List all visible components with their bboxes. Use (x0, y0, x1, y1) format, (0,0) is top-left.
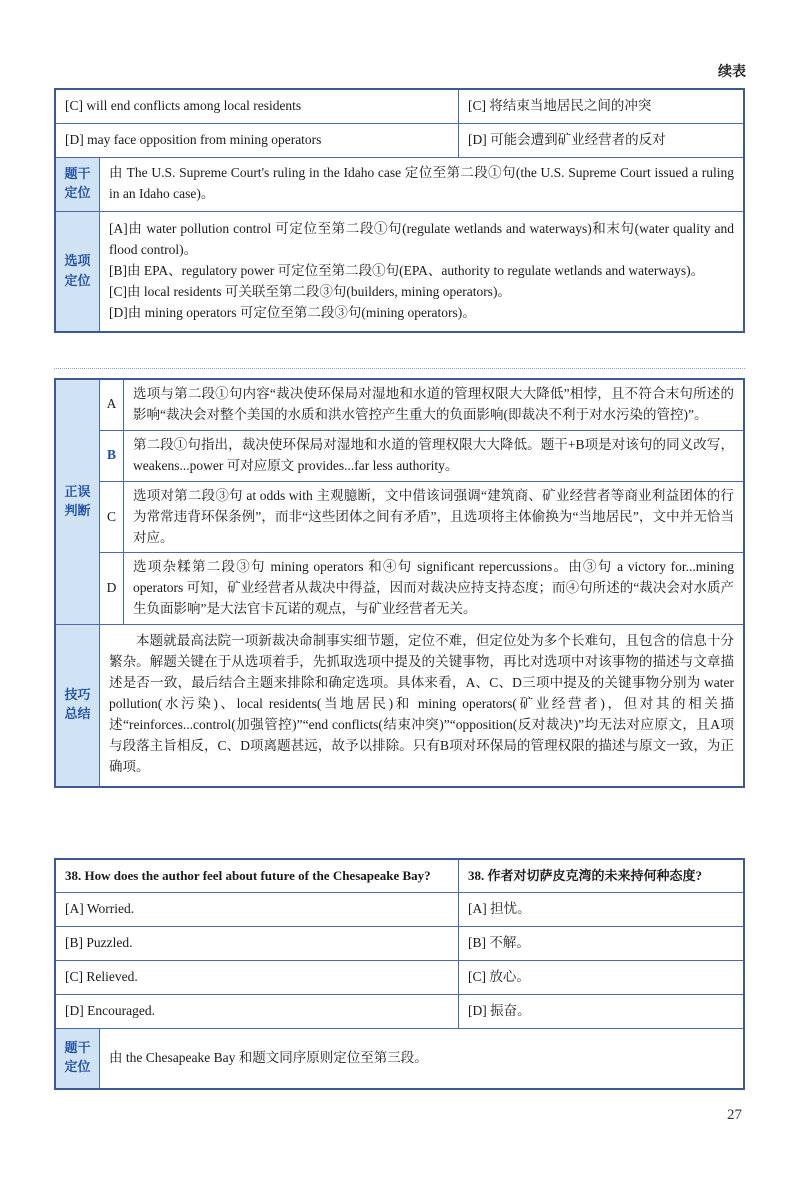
correct-option-letter: B (100, 431, 124, 481)
option-locate-line-c: [C]由 local residents 可关联至第二段③句(builders, mining operators)。 (109, 283, 511, 299)
option-letter: A (100, 380, 124, 430)
question-en: 38. How does the author feel about future of the Chesapeake Bay? (56, 860, 459, 892)
question-row (56, 860, 743, 892)
option-letter: C (100, 482, 124, 553)
option-zh: [A] 担忧。 (468, 901, 531, 917)
judgement-text: 选项杂糅第二段③句 mining operators 和④句 significant repercussions。由③句 a victory for...mining operators 可知，矿业经营者从裁决中得益，因而对裁决应持支持态度；而④句所述的“裁决会对水质产生负面影响”是大法官卡瓦诺的观点，与矿业经营者无关。 (133, 559, 734, 617)
option-locate-content (100, 212, 743, 332)
label-line: 定位 (64, 273, 91, 289)
option-row-c (56, 960, 743, 994)
option-locate-line-d: [D]由 mining operators 可定位至第二段③句(mining operators)。 (109, 304, 476, 320)
stem-locate-label (56, 1029, 100, 1088)
section-divider (54, 368, 745, 369)
option-en: [C] Relieved. (56, 961, 459, 994)
label-line: 技巧 (64, 687, 91, 703)
stem-locate-row (56, 157, 743, 211)
label-line: 总结 (64, 707, 91, 723)
option-en: [B] Puzzled. (56, 927, 459, 960)
option-en: [D] may face opposition from mining operators (56, 124, 459, 157)
label-line: 判断 (64, 504, 91, 520)
continued-table-label: 续表 (718, 64, 746, 80)
option-row-b (56, 926, 743, 960)
option-locate-row (56, 211, 743, 332)
judgement-item-c (100, 481, 743, 553)
summary-text: 本题就最高法院一项新裁决命制事实细节题，定位不难，但定位处为多个长难句，且包含的信息十分繁杂。解题关键在于从选项着手，先抓取选项中提及的关键事物，再比对选项中对该事物的描述与文章描述是否一致，最后结合主题来排除和确定选项。具体来看，A、C、D三项中提及的关键事物分别为 water pollution(水污染)、local residents(当地居民)和 mining operators(矿业经营者)，但对其的相关描述“reinforces...control(加强管控)”“end conflicts(结束冲突)”“opposition(反对裁决)”均无法对应原文，且A项与段落主旨相反，C、D项离题甚远，故予以排除。只有B项对环保局的管理权限的描述与原文一致，为正确项。 (109, 633, 734, 774)
page-number: 27 (727, 1107, 742, 1123)
option-en: [C] will end conflicts among local residents (56, 90, 459, 123)
judgement-row (56, 380, 743, 624)
stem-locate-label (56, 158, 100, 211)
stem-locate-row (56, 1028, 743, 1088)
option-row-d (56, 123, 743, 157)
stem-locate-text: 由 The U.S. Supreme Court's ruling in the Idaho case 定位至第二段①句(the U.S. Supreme Court issued a ruling in an Idaho case)。 (109, 164, 734, 201)
option-locate-line-a: [A]由 water pollution control 可定位至第二段①句(regulate wetlands and waterways)和末句(water quality and flood control)。 (109, 220, 734, 257)
question-38-table (54, 858, 745, 1090)
label-line: 题干 (64, 166, 91, 182)
option-en: [A] Worried. (56, 893, 459, 926)
judgement-item-d (100, 552, 743, 624)
option-zh: [B] 不解。 (468, 935, 530, 951)
analysis-table (54, 378, 745, 788)
label-line: 选项 (64, 254, 91, 270)
judgement-text: 选项与第二段①句内容“裁决使环保局对湿地和水道的管理权限大大降低”相悖，且不符合末句所述的影响“裁决会对整个美国的水质和洪水管控产生重大的负面影响(即裁决不利于对水污染的管控)”。 (133, 386, 734, 422)
summary-row (56, 624, 743, 785)
label-line: 正误 (64, 484, 91, 500)
judgement-text: 第二段①句指出，裁决使环保局对湿地和水道的管理权限大大降低。题干+B项是对该句的同义改写，weakens...power 可对应原文 provides...far less authority。 (133, 436, 734, 473)
option-zh: [D] 可能会遭到矿业经营者的反对 (468, 131, 666, 147)
judgement-label (56, 380, 100, 624)
option-locate-label (56, 212, 100, 332)
option-en: [D] Encouraged. (56, 995, 459, 1028)
judgement-item-b (100, 430, 743, 481)
option-zh: [D] 振奋。 (468, 1002, 531, 1018)
option-row-d (56, 994, 743, 1028)
question-37-table-continued (54, 88, 745, 333)
judgement-text: 选项对第二段③句 at odds with 主观臆断，文中借该词强调“建筑商、矿业经营者等商业利益团体的行为常常违背环保条例”，而非“这些团体之间有矛盾”，且选项将主体偷换为“当地居民”，文中并无恰当对应。 (133, 487, 734, 545)
label-line: 定位 (64, 1060, 91, 1076)
stem-locate-text: 由 the Chesapeake Bay 和题文同序原则定位至第三段。 (109, 1049, 428, 1065)
option-locate-line-b: [B]由 EPA、regulatory power 可定位至第二段①句(EPA、authority to regulate wetlands and waterways)。 (109, 262, 705, 278)
question-zh: 38. 作者对切萨皮克湾的未来持何种态度? (468, 868, 703, 883)
summary-label (56, 625, 100, 785)
option-letter: D (100, 553, 124, 624)
option-zh: [C] 放心。 (468, 968, 530, 984)
label-line: 定位 (64, 186, 91, 202)
option-row-c (56, 90, 743, 123)
judgement-item-a (100, 380, 743, 430)
option-row-a (56, 892, 743, 926)
option-zh: [C] 将结束当地居民之间的冲突 (468, 98, 652, 113)
judgement-items (100, 380, 743, 624)
label-line: 题干 (64, 1040, 91, 1056)
